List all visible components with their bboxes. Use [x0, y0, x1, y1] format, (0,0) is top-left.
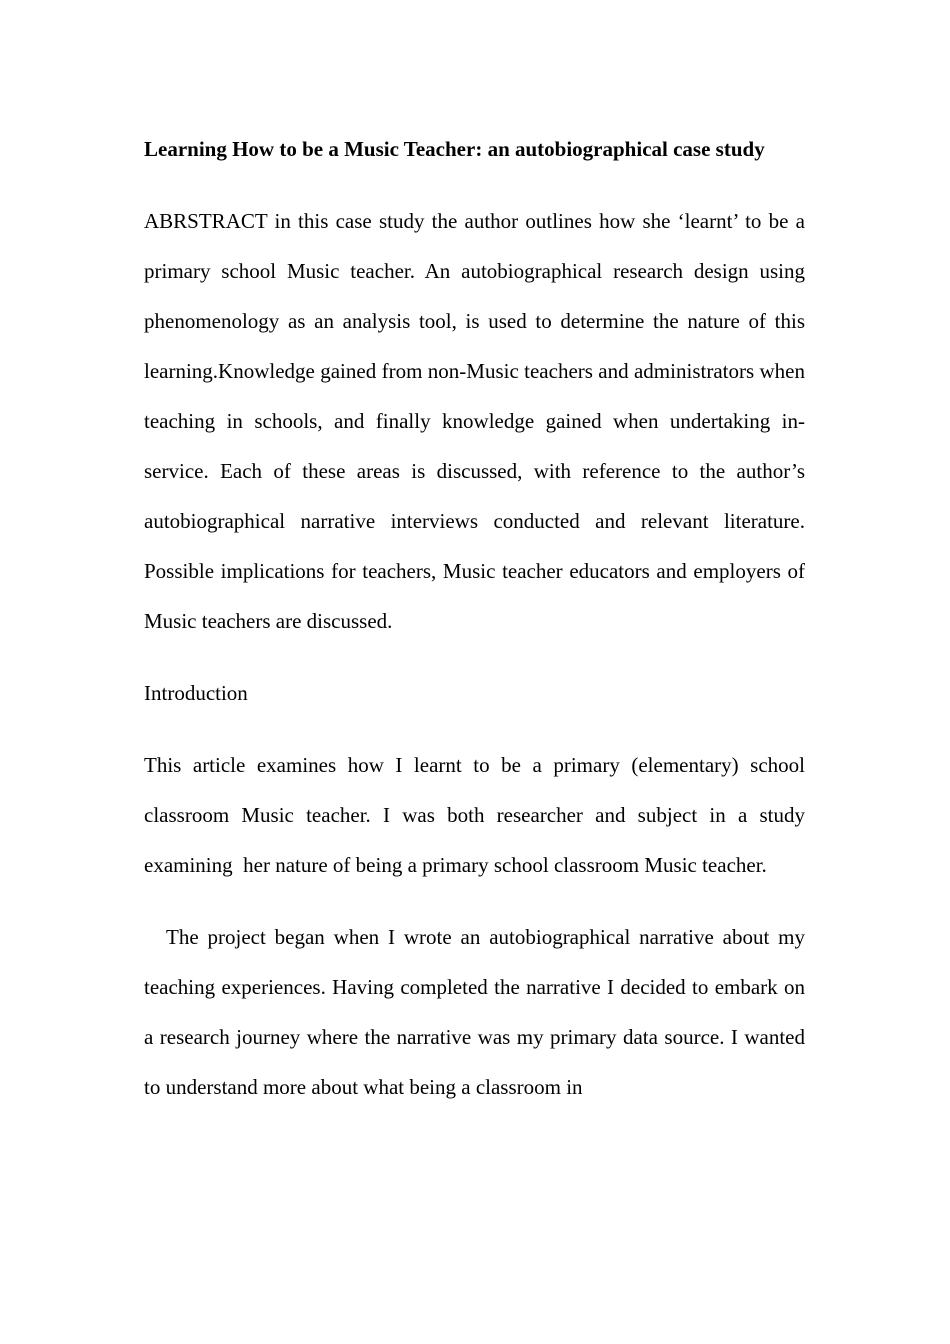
intro-paragraph-2: The project began when I wrote an autobiographical narrative about my teaching experiences. Having completed the narrative I decided to embark on a research journey where the narrative was my primary data source. I wanted to understand more about what being a classroom in: [144, 925, 805, 1099]
introduction-heading: Introduction: [144, 681, 248, 705]
document-body: [144, 124, 811, 1134]
document-title: Learning How to be a Music Teacher: an autobiographical case study: [144, 137, 765, 161]
abstract-paragraph: ABRSTRACT in this case study the author outlines how she ‘learnt’ to be a primary school Music teacher. An autobiographical research design using phenomenology as an analysis tool, is used to determine the nature of this learning.Knowledge gained from non-Music teachers and administrators when teaching in schools, and finally knowledge gained when undertaking in-service. Each of these areas is discussed, with reference to the author’s autobiographical narrative interviews conducted and relevant literature. Possible implications for teachers, Music teacher educators and employers of Music teachers are discussed.: [144, 209, 805, 633]
intro-paragraph-1: This article examines how I learnt to be a primary (elementary) school classroom Music teacher. I was both researcher and subject in a study examining her nature of being a primary school classroom Music teacher.: [144, 753, 811, 877]
